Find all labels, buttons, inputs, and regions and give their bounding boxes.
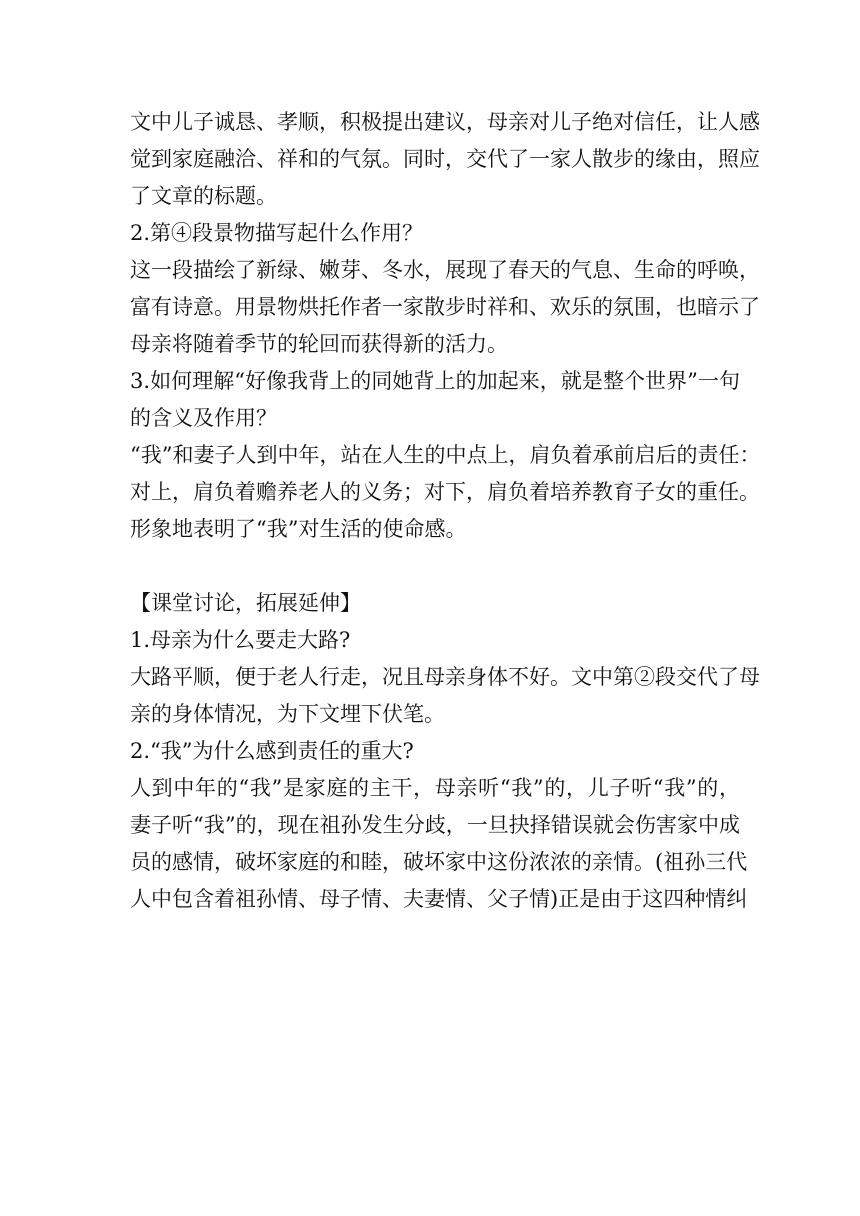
discussion-answer-2-line: 人中包含着祖孙情、母子情、夫妻情、父子情)正是由于这四种情纠 bbox=[130, 887, 748, 911]
question-3-line: 3.如何理解“好像我背上的同她背上的加起来，就是整个世界”一句 bbox=[130, 369, 740, 393]
section-spacer bbox=[130, 548, 740, 585]
discussion-answer-2-line: 人到中年的“我”是家庭的主干，母亲听“我”的，儿子听“我”的， bbox=[130, 776, 740, 800]
discussion-answer-2-line: 员的感情，破坏家庭的和睦，破坏家中这份浓浓的亲情。(祖孙三代 bbox=[130, 850, 748, 874]
paragraph-line: 觉到家庭融洽、祥和的气氛。同时，交代了一家人散步的缘由，照应 bbox=[130, 147, 760, 171]
discussion-answer-2-line: 妻子听“我”的，现在祖孙发生分歧，一旦抉择错误就会伤害家中成 bbox=[130, 813, 740, 837]
question-2: 2.第④段景物描写起什么作用？ bbox=[130, 221, 424, 245]
discussion-answer-1-line: 大路平顺，便于老人行走，况且母亲身体不好。文中第②段交代了母 bbox=[130, 665, 760, 689]
answer-3-line: “我”和妻子人到中年，站在人生的中点上，肩负着承前启后的责任： bbox=[130, 443, 761, 467]
document-page bbox=[130, 104, 761, 918]
question-3-line: 的含义及作用？ bbox=[130, 406, 277, 430]
paragraph-line: 文中儿子诚恳、孝顺，积极提出建议，母亲对儿子绝对信任，让人感 bbox=[130, 110, 760, 134]
discussion-question-1: 1.母亲为什么要走大路? bbox=[130, 628, 351, 652]
discussion-answer-1-line: 亲的身体情况，为下文埋下伏笔。 bbox=[130, 702, 445, 726]
discussion-question-2: 2.“我”为什么感到责任的重大? bbox=[130, 739, 414, 763]
paragraph-line: 了文章的标题。 bbox=[130, 184, 277, 208]
section-title: 【课堂讨论，拓展延伸】 bbox=[130, 591, 361, 615]
answer-2-line: 富有诗意。用景物烘托作者一家散步时祥和、欢乐的氛围，也暗示了 bbox=[130, 295, 760, 319]
answer-2-line: 这一段描绘了新绿、嫩芽、冬水，展现了春天的气息、生命的呼唤， bbox=[130, 258, 760, 282]
answer-3-line: 对上，肩负着赡养老人的义务；对下，肩负着培养教育子女的重任。 bbox=[130, 480, 760, 504]
answer-2-line: 母亲将随着季节的轮回而获得新的活力。 bbox=[130, 332, 508, 356]
answer-3-line: 形象地表明了“我”对生活的使命感。 bbox=[130, 517, 467, 541]
